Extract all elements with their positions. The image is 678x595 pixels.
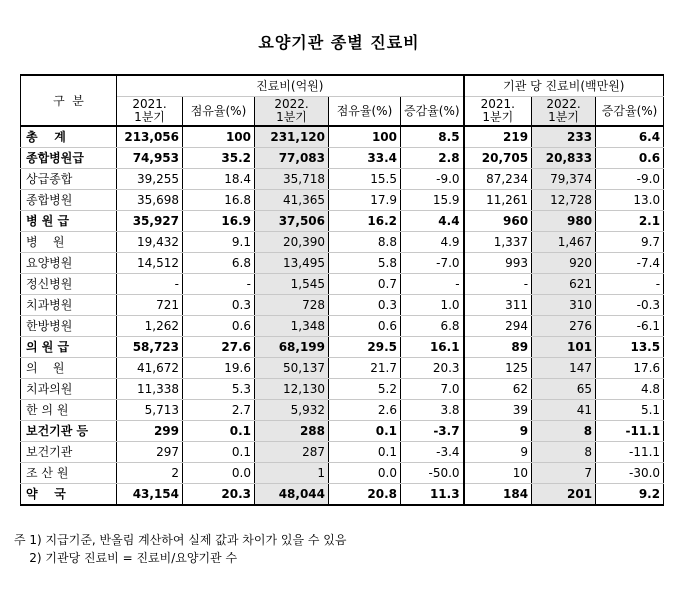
table-cell: 287 [255,442,329,463]
table-cell: 0.1 [183,421,255,442]
table-cell: 8.5 [401,126,464,148]
column-header: 2021. 1분기 [464,97,532,127]
table-cell: 35.2 [183,148,255,169]
table-cell: 0.7 [329,274,401,295]
table-cell: -50.0 [401,463,464,484]
table-cell: 43,154 [117,484,183,506]
column-header: 2021. 1분기 [117,97,183,127]
table-cell: 16.2 [329,211,401,232]
table-cell: 1,467 [532,232,596,253]
table-cell: 0.6 [329,316,401,337]
table-cell: 20.3 [401,358,464,379]
table-cell: 58,723 [117,337,183,358]
table-cell: 0.0 [183,463,255,484]
table-cell: 18.4 [183,169,255,190]
table-cell: -11.1 [596,421,664,442]
column-header: 2022. 1분기 [532,97,596,127]
cost-group-header: 진료비(억원) [117,75,464,97]
table-cell: 721 [117,295,183,316]
table-cell: -3.4 [401,442,464,463]
table-cell: 74,953 [117,148,183,169]
table-cell: 16.9 [183,211,255,232]
column-header: 증감율(%) [401,97,464,127]
table-row [21,211,664,232]
table-cell: 0.6 [596,148,664,169]
column-header: 2022. 1분기 [255,97,329,127]
table-cell: 16.1 [401,337,464,358]
row-label: 종합병원 [21,190,117,211]
table-cell: 9 [464,421,532,442]
table-row [21,400,664,421]
column-header: 점유율(%) [329,97,401,127]
table-cell: -3.7 [401,421,464,442]
table-cell: 125 [464,358,532,379]
footnote-1: 주 1) 지급기준, 반올림 계산하여 실제 값과 차이가 있을 수 있음 [14,533,347,547]
column-header: 점유율(%) [183,97,255,127]
table-cell: 19,432 [117,232,183,253]
table-cell: -9.0 [596,169,664,190]
table-cell: 147 [532,358,596,379]
table-cell: 27.6 [183,337,255,358]
table-cell: 6.8 [401,316,464,337]
table-cell: 15.9 [401,190,464,211]
table-cell: 9.2 [596,484,664,506]
table-cell: 12,728 [532,190,596,211]
table-cell: 11,261 [464,190,532,211]
table-cell: 4.9 [401,232,464,253]
table-cell: 2 [117,463,183,484]
table-row [21,169,664,190]
table-cell: - [117,274,183,295]
table-cell: 29.5 [329,337,401,358]
table-cell: 13.5 [596,337,664,358]
table-cell: 0.1 [329,421,401,442]
row-label: 요양병원 [21,253,117,274]
row-label: 보건기관 [21,442,117,463]
table-row [21,232,664,253]
row-label: 치과병원 [21,295,117,316]
table-cell: 35,718 [255,169,329,190]
table-cell: 8.8 [329,232,401,253]
row-label: 정신병원 [21,274,117,295]
table-cell: -30.0 [596,463,664,484]
table-row [21,442,664,463]
table-row [21,126,664,148]
table-cell: 0.0 [329,463,401,484]
table-cell: 1,337 [464,232,532,253]
table-cell: 17.9 [329,190,401,211]
table-cell: 5,932 [255,400,329,421]
table-cell: 5.1 [596,400,664,421]
table-cell: 7.0 [401,379,464,400]
table-cell: 920 [532,253,596,274]
category-header: 구 분 [21,75,117,126]
table-cell: 297 [117,442,183,463]
table-cell: 41,672 [117,358,183,379]
table-cell: 2.1 [596,211,664,232]
table-cell: 20,833 [532,148,596,169]
table-cell: 6.4 [596,126,664,148]
footnotes [14,531,347,567]
table-cell: 89 [464,337,532,358]
table-row [21,274,664,295]
table-cell: 7 [532,463,596,484]
table-cell: 100 [329,126,401,148]
table-cell: 9.1 [183,232,255,253]
table-cell: 9 [464,442,532,463]
table-cell: 37,506 [255,211,329,232]
table-cell: 101 [532,337,596,358]
table-cell: 219 [464,126,532,148]
table-row [21,379,664,400]
table-cell: 213,056 [117,126,183,148]
table-row [21,463,664,484]
page-title: 요양기관 종별 진료비 [258,33,420,52]
table-cell: 11.3 [401,484,464,506]
table-cell: 10 [464,463,532,484]
table-cell: 5.2 [329,379,401,400]
table-cell: 1,262 [117,316,183,337]
table-cell: 621 [532,274,596,295]
table-row [21,253,664,274]
table-cell: 19.6 [183,358,255,379]
table-cell: 20,390 [255,232,329,253]
table-cell: 39 [464,400,532,421]
table-cell: 231,120 [255,126,329,148]
table-cell: 17.6 [596,358,664,379]
table-cell: 12,130 [255,379,329,400]
table-cell: 0.1 [183,442,255,463]
table-cell: 16.8 [183,190,255,211]
table-row [21,295,664,316]
table-cell: -0.3 [596,295,664,316]
table-cell: 48,044 [255,484,329,506]
table-cell: 2.7 [183,400,255,421]
table-cell: -6.1 [596,316,664,337]
table-cell: -7.0 [401,253,464,274]
table-cell: 20.3 [183,484,255,506]
cost-table [20,74,664,506]
row-label: 병 원 급 [21,211,117,232]
row-label: 한 의 원 [21,400,117,421]
table-cell: 21.7 [329,358,401,379]
table-cell: 35,927 [117,211,183,232]
table-cell: 8 [532,421,596,442]
table-cell: 62 [464,379,532,400]
row-label: 약 국 [21,484,117,506]
table-cell: 233 [532,126,596,148]
table-cell: 276 [532,316,596,337]
table-cell: 20,705 [464,148,532,169]
table-cell: 15.5 [329,169,401,190]
table-cell: 299 [117,421,183,442]
table-cell: 87,234 [464,169,532,190]
table-cell: 288 [255,421,329,442]
table-cell: 1.0 [401,295,464,316]
table-cell: 5,713 [117,400,183,421]
table-cell: 2.8 [401,148,464,169]
table-cell: -9.0 [401,169,464,190]
table-row [21,421,664,442]
table-cell: 68,199 [255,337,329,358]
table-cell: 8 [532,442,596,463]
table-cell: 41 [532,400,596,421]
table-cell: 35,698 [117,190,183,211]
table-cell: 960 [464,211,532,232]
table-cell: 11,338 [117,379,183,400]
row-label: 의 원 [21,358,117,379]
table-cell: 33.4 [329,148,401,169]
table-cell: 0.1 [329,442,401,463]
table-row [21,337,664,358]
table-cell: 4.8 [596,379,664,400]
table-cell: 39,255 [117,169,183,190]
table-cell: 20.8 [329,484,401,506]
row-label: 종합병원급 [21,148,117,169]
table-cell: 4.4 [401,211,464,232]
table-cell: 77,083 [255,148,329,169]
table-cell: 3.8 [401,400,464,421]
table-row [21,148,664,169]
column-header: 증감율(%) [596,97,664,127]
table-cell: 5.3 [183,379,255,400]
table-cell: -7.4 [596,253,664,274]
table-cell: 13,495 [255,253,329,274]
row-label: 보건기관 등 [21,421,117,442]
table-cell: 0.3 [183,295,255,316]
table-cell: 311 [464,295,532,316]
table-cell: 6.8 [183,253,255,274]
table-cell: 13.0 [596,190,664,211]
table-cell: 5.8 [329,253,401,274]
table-cell: -11.1 [596,442,664,463]
table-cell: 728 [255,295,329,316]
table-row [21,484,664,506]
table-cell: 1,348 [255,316,329,337]
table-row [21,316,664,337]
table-cell: 9.7 [596,232,664,253]
table-cell: 14,512 [117,253,183,274]
table-cell: 993 [464,253,532,274]
row-label: 조 산 원 [21,463,117,484]
table-cell: - [464,274,532,295]
table-cell: 980 [532,211,596,232]
table-row [21,358,664,379]
table-cell: 201 [532,484,596,506]
table-cell: 65 [532,379,596,400]
row-label: 상급종합 [21,169,117,190]
table-cell: - [596,274,664,295]
row-label: 의 원 급 [21,337,117,358]
footnote-2: 2) 기관당 진료비 = 진료비/요양기관 수 [14,551,238,565]
row-label: 총 계 [21,126,117,148]
table-cell: 2.6 [329,400,401,421]
table-cell: - [401,274,464,295]
table-cell: 184 [464,484,532,506]
table-cell: - [183,274,255,295]
table-cell: 310 [532,295,596,316]
table-cell: 0.6 [183,316,255,337]
row-label: 병 원 [21,232,117,253]
row-label: 한방병원 [21,316,117,337]
row-label: 치과의원 [21,379,117,400]
table-cell: 41,365 [255,190,329,211]
table-cell: 294 [464,316,532,337]
table-cell: 100 [183,126,255,148]
per-inst-group-header: 기관 당 진료비(백만원) [464,75,664,97]
table-cell: 1 [255,463,329,484]
table-cell: 0.3 [329,295,401,316]
table-row [21,190,664,211]
table-cell: 1,545 [255,274,329,295]
table-cell: 50,137 [255,358,329,379]
table-cell: 79,374 [532,169,596,190]
